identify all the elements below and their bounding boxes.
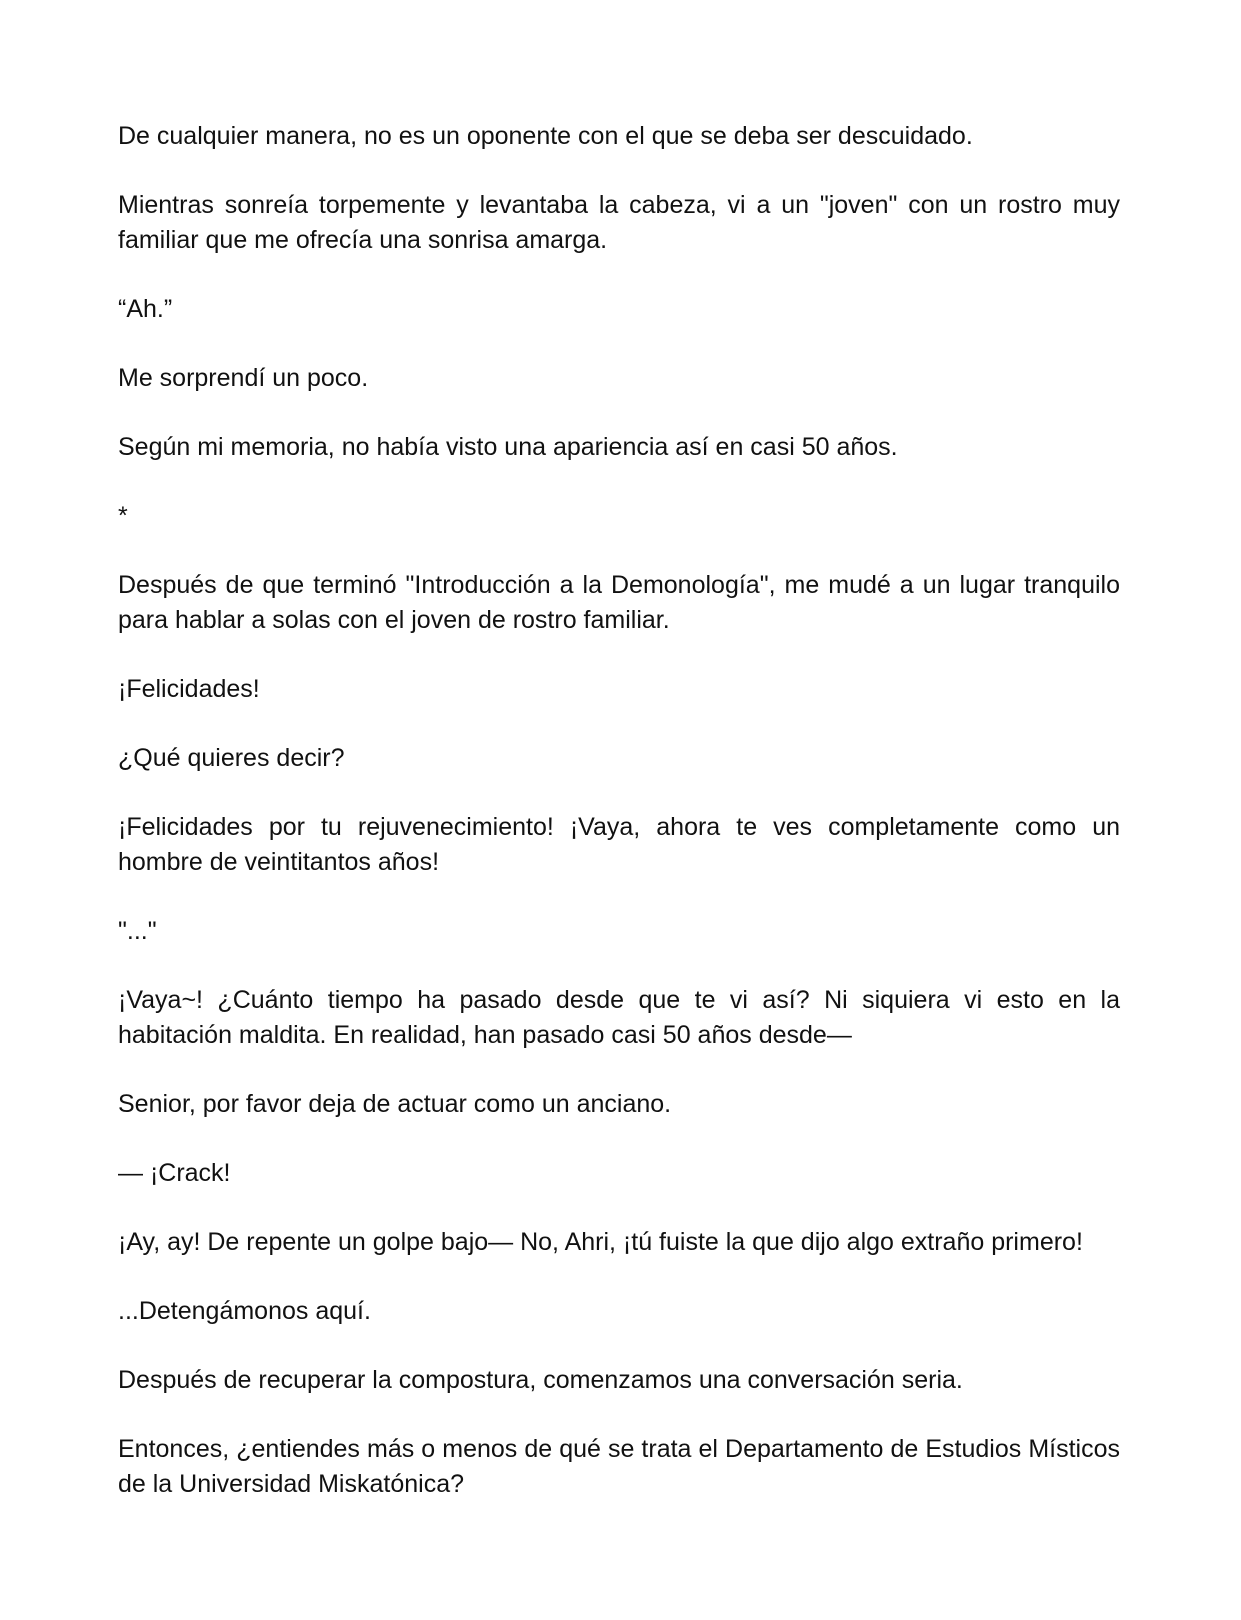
paragraph: "..." bbox=[118, 917, 157, 945]
paragraph: Mientras sonreía torpemente y levantaba la cabeza, vi a un "joven" con un rostro muy familiar que me ofrecía una sonrisa amarga. bbox=[118, 191, 1120, 254]
text-column bbox=[118, 119, 1120, 1536]
paragraph: Entonces, ¿entiendes más o menos de qué se trata el Departamento de Estudios Místicos de la Universidad Miskatónica? bbox=[118, 1435, 1120, 1498]
paragraph: ¡Vaya~! ¿Cuánto tiempo ha pasado desde que te vi así? Ni siquiera vi esto en la habitación maldita. En realidad, han pasado casi 50 años desde— bbox=[118, 986, 1120, 1049]
paragraph: ¿Qué quieres decir? bbox=[118, 744, 345, 772]
paragraph: ¡Felicidades! bbox=[118, 675, 260, 703]
paragraph: Me sorprendí un poco. bbox=[118, 364, 369, 392]
paragraph: — ¡Crack! bbox=[118, 1159, 231, 1187]
paragraph: “Ah.” bbox=[118, 295, 173, 323]
paragraph: Después de recuperar la compostura, comenzamos una conversación seria. bbox=[118, 1366, 963, 1394]
paragraph: Senior, por favor deja de actuar como un anciano. bbox=[118, 1090, 672, 1118]
paragraph: Según mi memoria, no había visto una apariencia así en casi 50 años. bbox=[118, 433, 898, 461]
paragraph: De cualquier manera, no es un oponente con el que se deba ser descuidado. bbox=[118, 122, 973, 150]
paragraph: ¡Ay, ay! De repente un golpe bajo— No, Ahri, ¡tú fuiste la que dijo algo extraño primero! bbox=[118, 1228, 1083, 1256]
scene-break: * bbox=[118, 502, 128, 530]
paragraph: ¡Felicidades por tu rejuvenecimiento! ¡Vaya, ahora te ves completamente como un hombre de veintitantos años! bbox=[118, 813, 1120, 876]
paragraph: Después de que terminó "Introducción a la Demonología", me mudé a un lugar tranquilo para hablar a solas con el joven de rostro familiar. bbox=[118, 571, 1120, 634]
paragraph: ...Detengámonos aquí. bbox=[118, 1297, 371, 1325]
